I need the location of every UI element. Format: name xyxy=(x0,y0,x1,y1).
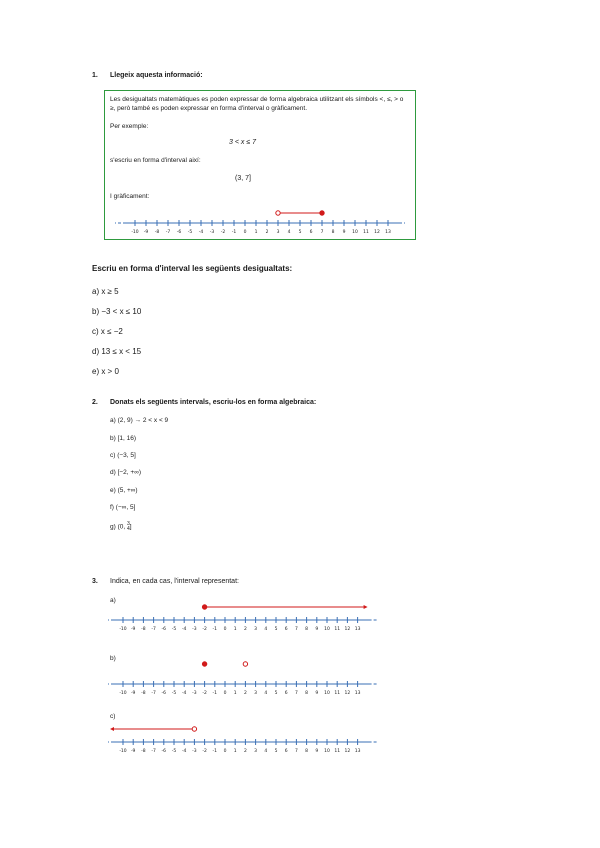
tick-label: -10 xyxy=(119,749,127,754)
tick-label: 3 xyxy=(254,749,258,754)
algebraic-item-e: e) (5, +∞) xyxy=(110,487,138,494)
algebraic-item-b: b) [1, 16) xyxy=(110,435,137,442)
tick-label: 0 xyxy=(243,230,247,235)
tick-label: -8 xyxy=(154,230,160,235)
section-1-number: 1. xyxy=(92,72,98,79)
tick-label: 11 xyxy=(334,749,341,754)
tick-label: -3 xyxy=(192,627,197,632)
number-line-c xyxy=(108,720,378,754)
tick-label: 5 xyxy=(298,230,302,235)
section-3-number: 3. xyxy=(92,578,98,585)
tick-label: -2 xyxy=(220,230,226,235)
tick-label: 13 xyxy=(385,230,391,235)
open-point xyxy=(192,727,196,731)
tick-label: 1 xyxy=(233,749,237,754)
tick-label: -6 xyxy=(161,627,167,632)
section-3-title: Indica, en cada cas, l'interval representat: xyxy=(110,578,239,585)
number-line-a xyxy=(108,598,378,638)
arrow-right xyxy=(364,605,368,609)
tick-label: 8 xyxy=(331,230,335,235)
tick-label: -5 xyxy=(187,230,193,235)
tick-label: -3 xyxy=(192,749,197,754)
tick-label: 10 xyxy=(352,230,358,235)
numberline-label-a: a) xyxy=(110,597,116,604)
tick-label: -10 xyxy=(119,691,127,696)
tick-label: 2 xyxy=(265,230,269,235)
tick-label: 10 xyxy=(324,749,330,754)
algebraic-item-g-suffix: ] xyxy=(129,523,132,531)
info-intro: Les desigualtats matemàtiques es poden expressar de forma algebraica utilitzant els símbols <, ≤, > o ≥, però també es poden expressar en forma d'interval o gràficament. xyxy=(110,96,404,112)
example-number-line xyxy=(115,207,405,235)
tick-label: -2 xyxy=(202,627,207,632)
graphic-label: I gràficament: xyxy=(110,193,150,200)
algebraic-item-g-prefix: g) (0, xyxy=(110,523,127,531)
tick-label: -4 xyxy=(181,627,187,632)
tick-label: 13 xyxy=(354,691,361,696)
tick-label: 1 xyxy=(233,627,237,632)
interval-item-a: a) x ≥ 5 xyxy=(92,287,119,296)
tick-label: -10 xyxy=(119,627,127,632)
open-point xyxy=(276,211,280,215)
tick-label: -1 xyxy=(212,749,218,754)
algebraic-item-g xyxy=(110,522,132,532)
example-inequality: 3 < x ≤ 7 xyxy=(229,139,256,146)
tick-label: 7 xyxy=(294,627,298,632)
tick-label: 1 xyxy=(254,230,258,235)
open-point xyxy=(243,662,247,666)
tick-label: 3 xyxy=(254,691,258,696)
tick-label: 11 xyxy=(363,230,369,235)
tick-label: 6 xyxy=(309,230,313,235)
tick-label: 6 xyxy=(284,627,288,632)
fraction-numerator: 3 xyxy=(126,521,130,527)
tick-label: 3 xyxy=(276,230,280,235)
tick-label: 6 xyxy=(284,691,288,696)
tick-label: 9 xyxy=(315,749,319,754)
algebraic-item-a: a) (2, 9) → 2 < x < 9 xyxy=(110,417,169,424)
interval-section-title: Escriu en forma d'interval les següents desigualtats: xyxy=(92,264,293,273)
closed-point xyxy=(202,662,206,666)
tick-label: -2 xyxy=(202,749,207,754)
tick-label: -10 xyxy=(131,230,139,235)
tick-label: -7 xyxy=(151,691,156,696)
tick-label: -6 xyxy=(161,691,167,696)
arrow-left xyxy=(110,727,114,731)
tick-label: 7 xyxy=(320,230,324,235)
tick-label: 9 xyxy=(315,691,319,696)
tick-label: 0 xyxy=(223,749,227,754)
tick-label: 12 xyxy=(344,749,351,754)
tick-label: 0 xyxy=(223,691,227,696)
example-interval: (3, 7] xyxy=(235,175,251,182)
tick-label: 5 xyxy=(274,749,278,754)
tick-label: 11 xyxy=(334,627,341,632)
tick-label: 5 xyxy=(274,627,278,632)
tick-label: 4 xyxy=(264,749,268,754)
tick-label: 0 xyxy=(223,627,227,632)
tick-label: -3 xyxy=(192,691,197,696)
interval-item-d: d) 13 ≤ x < 15 xyxy=(92,347,142,356)
tick-label: -7 xyxy=(151,749,156,754)
interval-item-c: c) x ≤ −2 xyxy=(92,327,123,336)
numberline-label-c: c) xyxy=(110,713,116,720)
tick-label: 12 xyxy=(344,627,351,632)
numberline-label-b: b) xyxy=(110,655,116,662)
tick-label: -9 xyxy=(130,627,136,632)
interval-label: s'escriu en forma d'interval així: xyxy=(110,157,201,164)
algebraic-item-d: d) [−2, +∞) xyxy=(110,469,142,476)
tick-label: 2 xyxy=(243,749,247,754)
algebraic-item-c: c) (−3, 5] xyxy=(110,452,136,459)
tick-label: -4 xyxy=(198,230,204,235)
tick-label: -6 xyxy=(161,749,167,754)
tick-label: -4 xyxy=(181,749,187,754)
tick-label: 12 xyxy=(344,691,351,696)
example-label: Per exemple: xyxy=(110,123,149,130)
tick-label: -7 xyxy=(151,627,156,632)
tick-label: -5 xyxy=(171,749,177,754)
section-2-number: 2. xyxy=(92,399,98,406)
tick-label: 7 xyxy=(294,749,298,754)
tick-label: -6 xyxy=(176,230,182,235)
tick-label: 4 xyxy=(264,691,268,696)
fraction-denominator: 4 xyxy=(126,526,130,532)
tick-label: -1 xyxy=(212,627,218,632)
tick-label: 10 xyxy=(324,691,330,696)
interval-item-b: b) −3 < x ≤ 10 xyxy=(92,307,142,316)
tick-label: -7 xyxy=(165,230,171,235)
tick-label: 6 xyxy=(284,749,288,754)
tick-label: -8 xyxy=(141,691,146,696)
tick-label: -3 xyxy=(209,230,215,235)
tick-label: 8 xyxy=(305,627,309,632)
tick-label: 2 xyxy=(243,691,247,696)
tick-label: 7 xyxy=(294,691,298,696)
number-line-b xyxy=(108,656,378,696)
tick-label: 11 xyxy=(334,691,341,696)
info-box xyxy=(104,90,416,240)
section-2-title: Donats els següents intervals, escriu-los en forma algebraica: xyxy=(110,399,317,406)
tick-label: -5 xyxy=(171,691,177,696)
tick-label: 4 xyxy=(264,627,268,632)
tick-label: 12 xyxy=(374,230,380,235)
tick-label: -1 xyxy=(212,691,218,696)
tick-label: 1 xyxy=(233,691,237,696)
closed-point xyxy=(202,605,206,609)
tick-label: 8 xyxy=(305,749,309,754)
tick-label: -8 xyxy=(141,749,146,754)
tick-label: -9 xyxy=(130,691,136,696)
tick-label: -4 xyxy=(181,691,187,696)
tick-label: -8 xyxy=(141,627,146,632)
tick-label: -5 xyxy=(171,627,177,632)
interval-item-e: e) x > 0 xyxy=(92,367,119,376)
tick-label: 2 xyxy=(243,627,247,632)
tick-label: 8 xyxy=(305,691,309,696)
tick-label: 13 xyxy=(354,627,361,632)
algebraic-item-f: f) (−∞, 5] xyxy=(110,504,136,511)
tick-label: 4 xyxy=(287,230,291,235)
tick-label: -2 xyxy=(202,691,207,696)
tick-label: 9 xyxy=(315,627,319,632)
tick-label: -1 xyxy=(231,230,237,235)
tick-label: -9 xyxy=(143,230,149,235)
tick-label: 3 xyxy=(254,627,258,632)
tick-label: -9 xyxy=(130,749,136,754)
tick-label: 13 xyxy=(354,749,361,754)
tick-label: 5 xyxy=(274,691,278,696)
section-1-title: Llegeix aquesta informació: xyxy=(110,72,203,79)
tick-label: 10 xyxy=(324,627,330,632)
closed-point xyxy=(320,211,324,215)
tick-label: 9 xyxy=(342,230,346,235)
